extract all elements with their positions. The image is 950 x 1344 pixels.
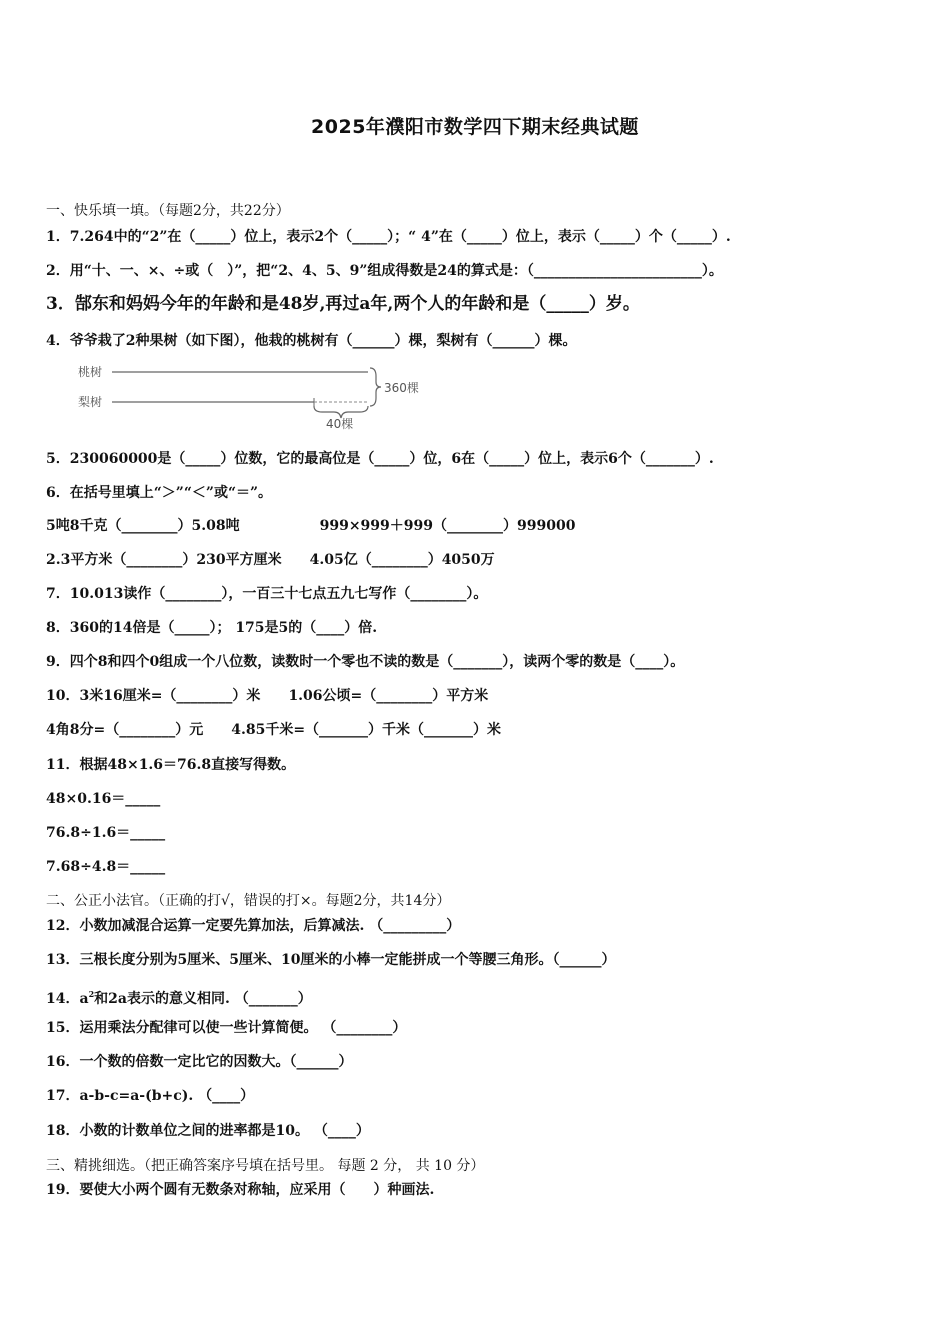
label-peach: 桃树: [78, 365, 103, 379]
diff-label: 40棵: [326, 417, 354, 430]
section-2-heading: 二、公正小法官。（正确的打√，错误的打×。每题2分，共14分）: [46, 893, 451, 909]
q14-text-post: 和2a表示的意义相同. （_______）: [94, 991, 312, 1007]
question-7: 7．10.013读作（________），一百三十七点五九七写作（________）。: [46, 586, 488, 602]
question-2: 2．用“十、一、×、÷或（ ）”，把“2、4、5、9”组成得数是24的算式是：（________________________）。: [46, 263, 723, 279]
question-10-row-1: [46, 686, 488, 706]
label-pear: 梨树: [78, 395, 103, 409]
q6-item-4: 4.05亿（________）4050万: [309, 552, 495, 568]
question-12: 12．小数加减混合运算一定要先算加法，后算减法. （_________）: [46, 918, 461, 934]
q10-item-2: 1.06公顷=（________）平方米: [288, 688, 489, 704]
q10-item-1: 10．3米16厘米=（________）米: [46, 688, 261, 704]
section-1-heading: 一、快乐填一填。（每题2分，共22分）: [46, 203, 290, 219]
question-3: 3．郜东和妈妈今年的年龄和是48岁,再过a年,两个人的年龄和是（_____）岁。: [46, 294, 640, 314]
question-5: 5．230060000是（_____）位数，它的最高位是（_____）位，6在（_____）位上，表示6个（_______）.: [46, 451, 714, 467]
question-16: 16．一个数的倍数一定比它的因数大。（______）: [46, 1054, 353, 1070]
total-brace: [370, 368, 381, 406]
question-13: 13．三根长度分别为5厘米、5厘米、10厘米的小棒一定能拼成一个等腰三角形。（______）: [46, 952, 616, 968]
question-11: 11．根据48×1.6＝76.8直接写得数。: [46, 757, 296, 773]
q6-item-1: 5吨8千克（________）5.08吨: [46, 518, 240, 534]
q14-superscript: 2: [88, 989, 95, 999]
question-10-row-2: [46, 720, 501, 740]
question-4: 4．爷爷栽了2种果树（如下图），他栽的桃树有（______）棵，梨树有（______）棵。: [46, 333, 577, 349]
question-19: 19．要使大小两个圆有无数条对称轴，应采用（ ）种画法.: [46, 1182, 435, 1198]
q6-item-2: 999×999＋999（________）999000: [319, 518, 576, 534]
question-11-c: 7.68÷4.8＝_____: [46, 859, 166, 875]
question-15: 15．运用乘法分配律可以使一些计算简便。 （________）: [46, 1020, 407, 1036]
question-1: 1．7.264中的“2”在（_____）位上，表示2个（_____）；“ 4”在（_____）位上，表示（_____）个（_____）.: [46, 229, 731, 245]
tree-diagram: [78, 362, 438, 430]
page-title: 2025年濮阳市数学四下期末经典试题: [311, 116, 639, 138]
question-6-row-2: [46, 550, 495, 570]
q14-text-pre: 14．a: [46, 991, 89, 1007]
question-6: 6．在括号里填上“＞”“＜”或“＝”。: [46, 485, 273, 501]
question-18: 18．小数的计数单位之间的进率都是10。 （____）: [46, 1123, 370, 1139]
question-8: 8．360的14倍是（_____）； 175是5的（____）倍.: [46, 620, 378, 636]
q10-item-4: 4.85千米=（_______）千米（_______）米: [231, 722, 502, 738]
question-9: 9．四个8和四个0组成一个八位数，读数时一个零也不读的数是（_______），读两个零的数是（____）。: [46, 654, 685, 670]
q6-item-3: 2.3平方米（________）230平方厘米: [46, 552, 282, 568]
question-14: [46, 984, 312, 1009]
section-3-heading: 三、精挑细选。（把正确答案序号填在括号里。 每题 2 分， 共 10 分）: [46, 1158, 485, 1174]
question-11-a: 48×0.16＝_____: [46, 791, 161, 807]
question-11-b: 76.8÷1.6＝_____: [46, 825, 166, 841]
q10-item-3: 4角8分=（________）元: [46, 722, 204, 738]
question-17: 17．a-b-c=a-(b+c). （____）: [46, 1088, 255, 1104]
question-6-row-1: [46, 516, 575, 536]
total-label: 360棵: [384, 381, 419, 395]
